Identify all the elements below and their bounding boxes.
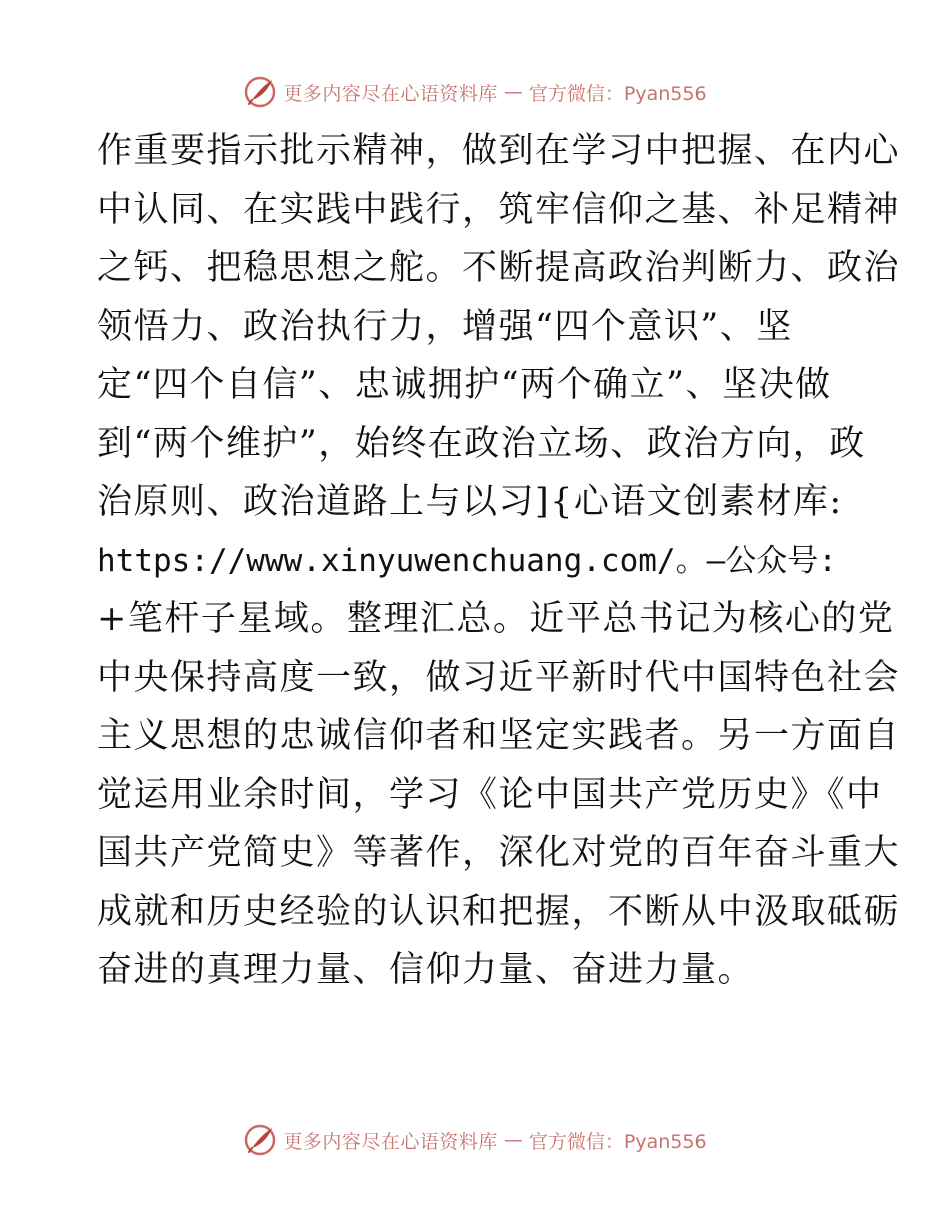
watermark-contact: 官方微信：Pyan556 [528,82,707,105]
header-watermark [0,72,950,112]
body-line: 觉运用业余时间，学习《论中国共产党历史》《中 [97,774,883,815]
body-line: 中认同、在实践中践行，筑牢信仰之基、补足精神 [97,189,901,230]
body-line: 定“四个自信”、忠诚拥护“两个确立”、坚决做 [97,365,832,405]
document-body [97,122,901,1000]
body-line: 领悟力、政治执行力，增强“四个意识”、坚 [97,306,793,347]
watermark-text: 更多内容尽在心语资料库 [283,82,498,105]
body-line: 成就和历史经验的认识和把握，不断从中汲取砥砺 [97,891,901,932]
body-line: 国共产党简史》等著作，深化对党的百年奋斗重大 [97,833,901,873]
quill-logo-icon [243,1123,277,1157]
body-line: 到“两个维护”，始终在政治立场、政治方向，政 [97,423,866,464]
body-line: 作重要指示批示精神，做到在学习中把握、在内心 [97,131,901,171]
watermark-contact: 官方微信：Pyan556 [528,1130,707,1153]
body-line: 主义思想的忠诚信仰者和坚定实践者。另一方面自 [97,716,901,756]
body-line: 治原则、政治道路上与以习]{心语文创素材库: [97,482,843,522]
body-line: +笔杆子星域。整理汇总。近平总书记为核心的党 [97,599,895,639]
body-line: 中央保持高度一致，做习近平新时代中国特色社会 [97,657,901,698]
body-line-url: https://www.xinyuwenchuang.com/。—公众号: [97,542,837,579]
watermark-separator: — [503,81,523,103]
watermark-text: 更多内容尽在心语资料库 [283,1130,498,1153]
watermark-separator: — [503,1129,523,1151]
body-line: 奋进的真理力量、信仰力量、奋进力量。 [97,950,755,990]
footer-watermark [0,1120,950,1160]
body-line: 之钙、把稳思想之舵。不断提高政治判断力、政治 [97,248,901,288]
quill-logo-icon [243,75,277,109]
